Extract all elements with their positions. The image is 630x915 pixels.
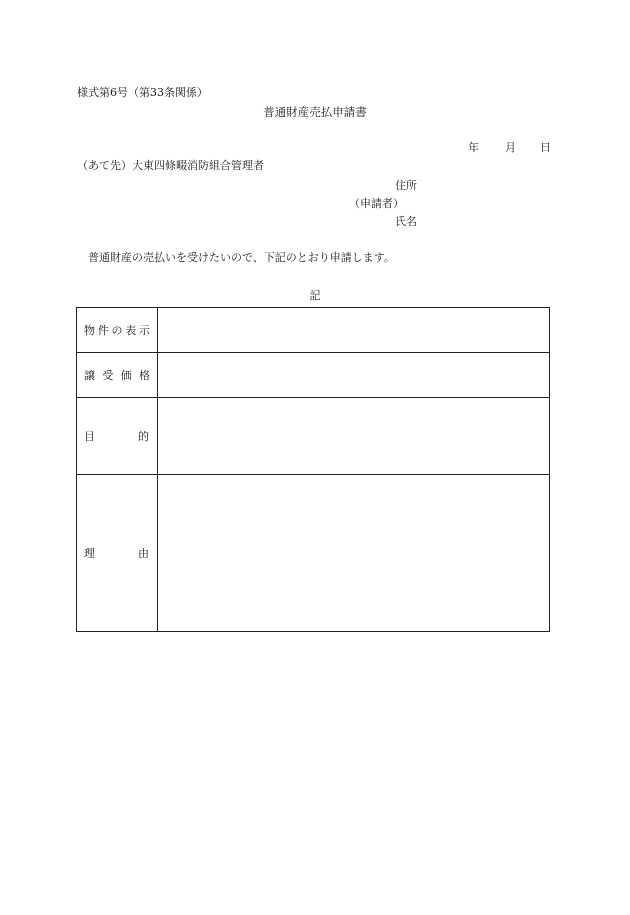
label-char: 格 bbox=[138, 369, 150, 383]
label-char: 的 bbox=[138, 430, 149, 444]
purpose-label bbox=[77, 398, 158, 475]
table-row bbox=[77, 308, 550, 353]
label-char: 譲 bbox=[84, 369, 95, 383]
label-char: 目 bbox=[84, 430, 95, 444]
label-char: 件 bbox=[97, 324, 109, 338]
label-char: 受 bbox=[102, 369, 114, 383]
document-title: 普通財産売払申請書 bbox=[263, 105, 367, 119]
form-number: 様式第6号（第33条関係） bbox=[77, 86, 208, 99]
label-char: 表 bbox=[125, 324, 137, 338]
date-month-label: 月 bbox=[505, 141, 516, 154]
table-row bbox=[77, 398, 550, 475]
table-row bbox=[77, 475, 550, 632]
label-char: 価 bbox=[120, 369, 132, 383]
transfer-price-label bbox=[77, 353, 158, 398]
reason-field[interactable] bbox=[158, 475, 550, 632]
property-description-field[interactable] bbox=[158, 308, 550, 353]
transfer-price-field[interactable] bbox=[158, 353, 550, 398]
table-row bbox=[77, 353, 550, 398]
application-table bbox=[76, 307, 550, 632]
label-char: 示 bbox=[139, 324, 150, 338]
name-label: 氏名 bbox=[395, 215, 417, 228]
reason-label bbox=[77, 475, 158, 632]
purpose-field[interactable] bbox=[158, 398, 550, 475]
property-description-label bbox=[77, 308, 158, 353]
applicant-label: （申請者） bbox=[349, 197, 404, 210]
record-heading: 記 bbox=[309, 289, 321, 302]
label-char: 理 bbox=[84, 547, 95, 561]
address-label: 住所 bbox=[395, 179, 417, 192]
date-day-label: 日 bbox=[540, 141, 551, 154]
addressee: （あて先）大東四條畷消防組合管理者 bbox=[77, 159, 264, 172]
label-char: 由 bbox=[138, 547, 149, 561]
date-year-label: 年 bbox=[468, 141, 479, 154]
label-char: 物 bbox=[84, 324, 95, 338]
request-statement: 普通財産の売払いを受けたいので、下記のとおり申請します。 bbox=[88, 251, 395, 264]
label-char: の bbox=[111, 324, 123, 338]
